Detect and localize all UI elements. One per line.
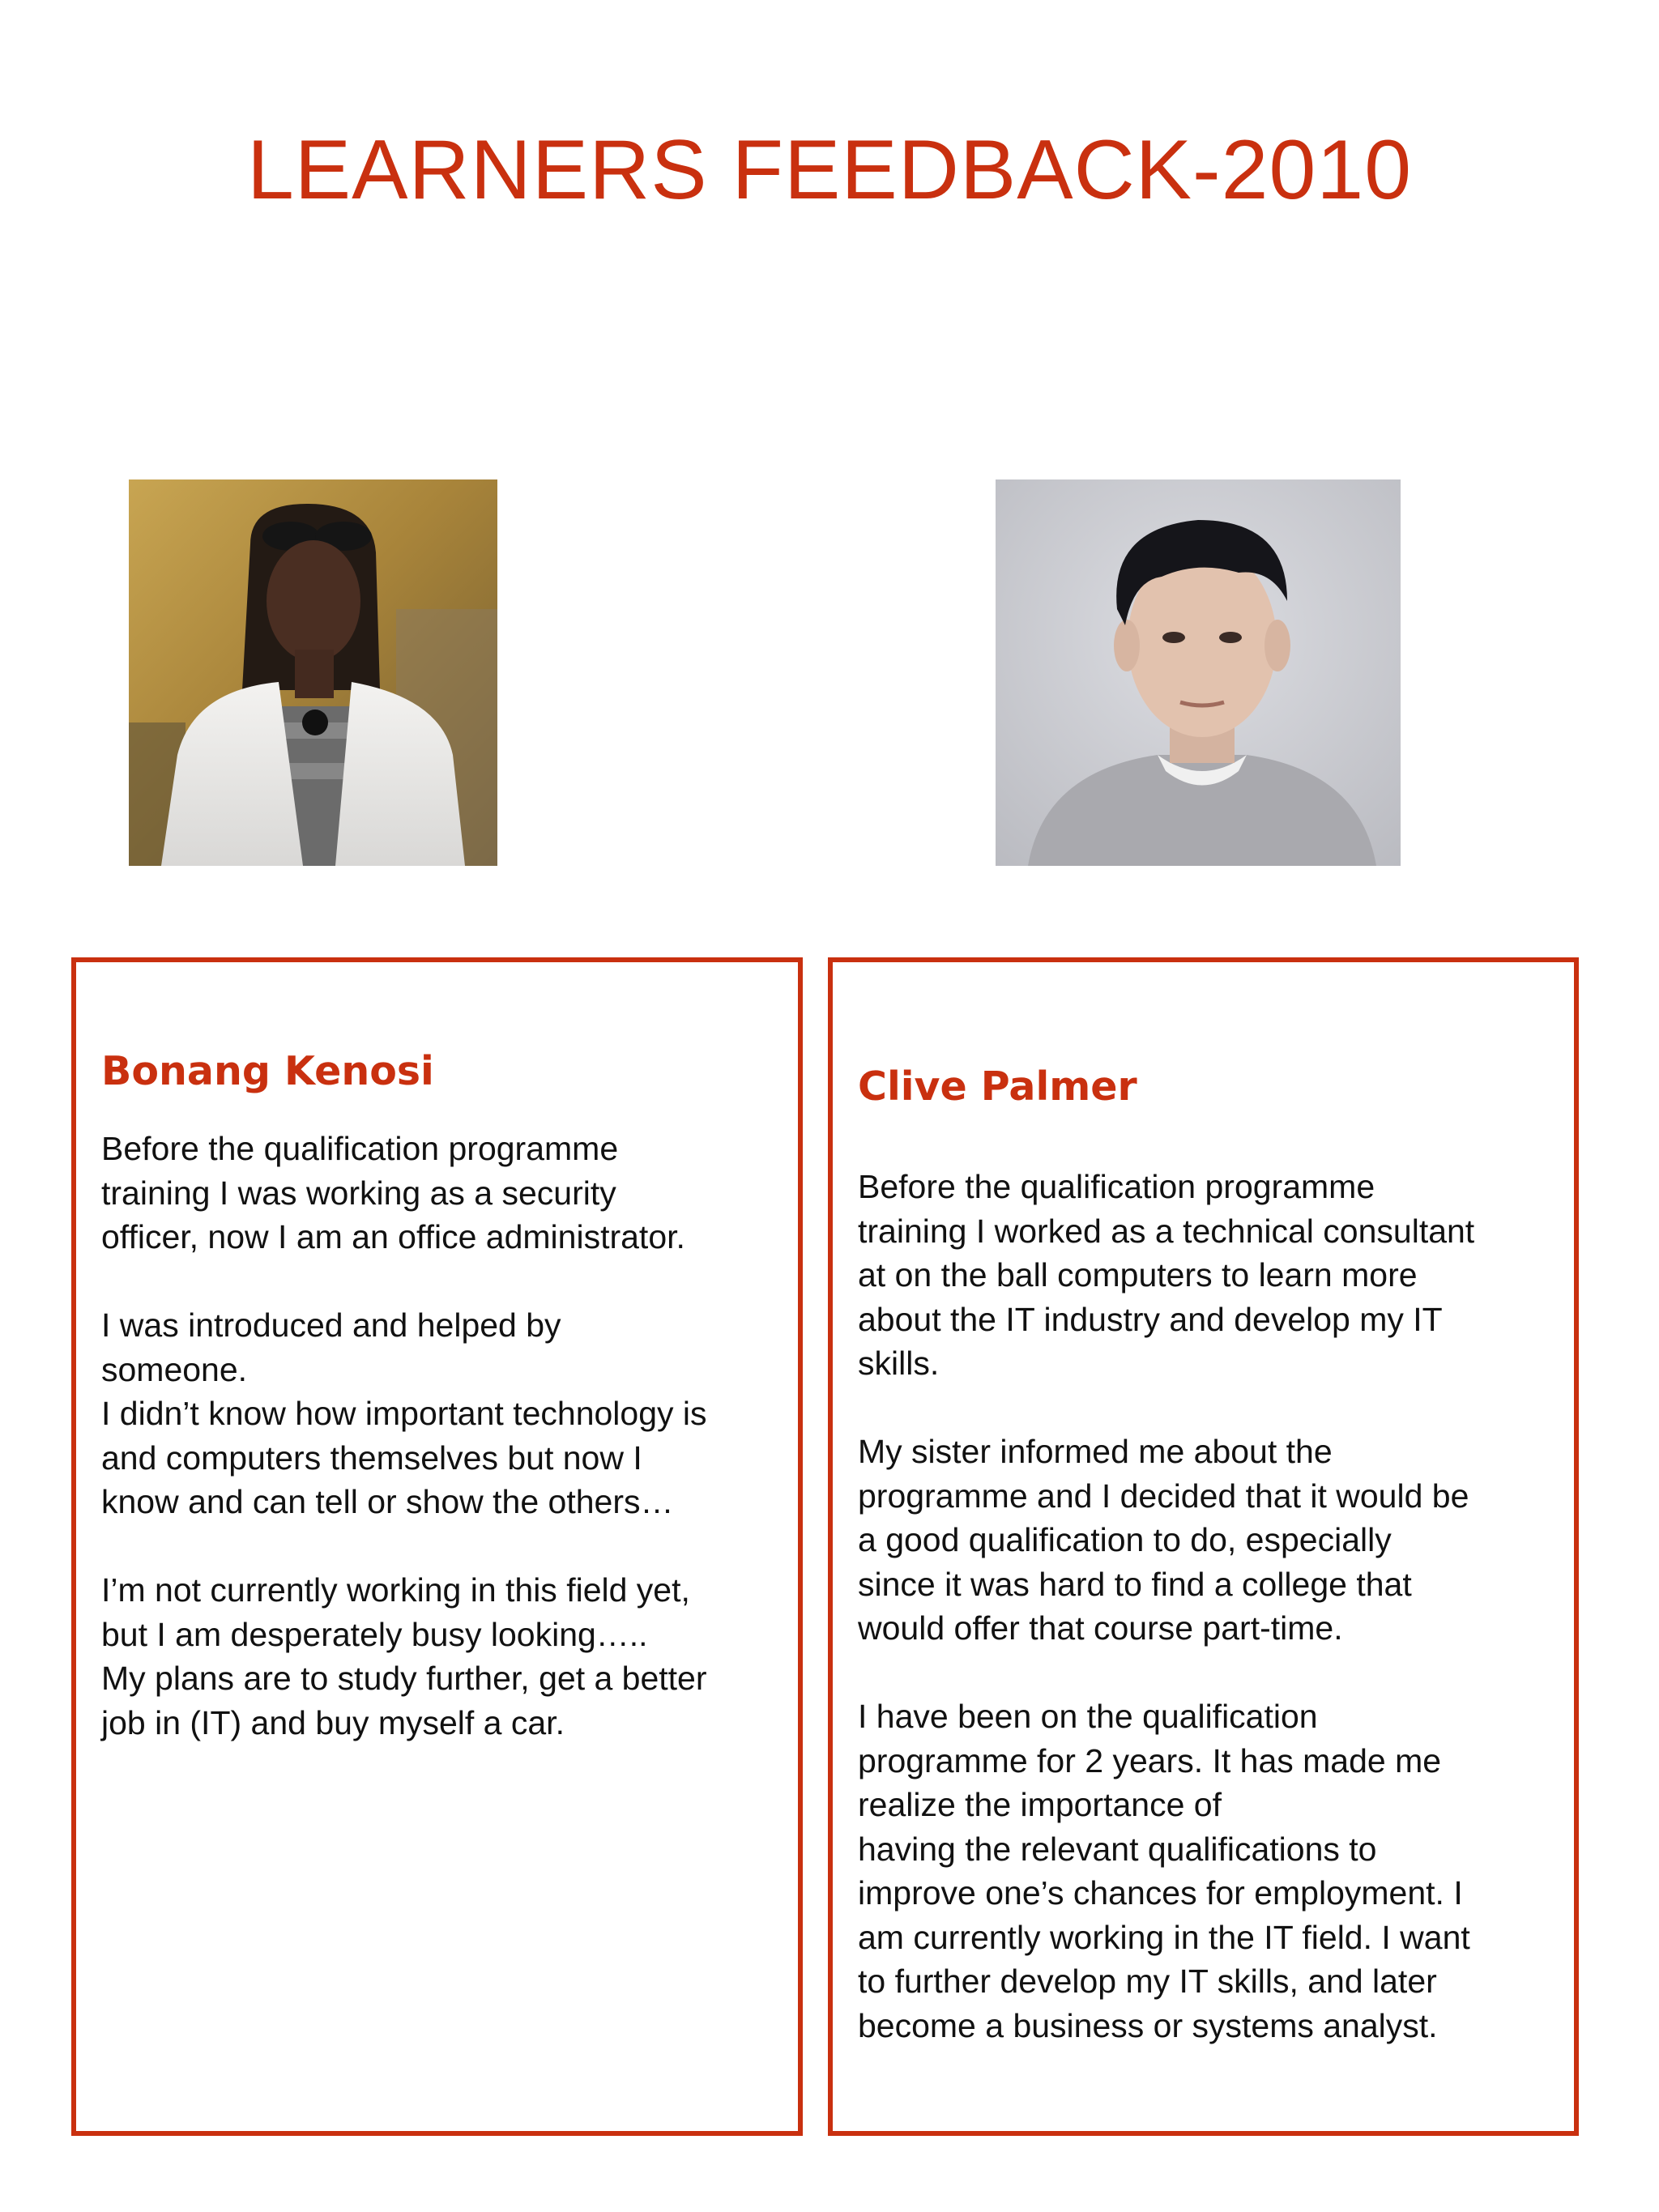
learner-feedback <box>101 1127 785 1745</box>
feedback-paragraph: I’m not currently working in this field yet, but I am desperately busy looking….. My plans are to study further, get a better job in (IT) and buy myself a car. <box>101 1571 707 1741</box>
learner-feedback <box>858 1165 1561 2048</box>
learner-card-clive <box>828 957 1579 2136</box>
learner-photo-bonang <box>129 479 497 866</box>
learner-card-bonang <box>71 957 803 2136</box>
feedback-paragraph: My sister informed me about the programme and I decided that it would be a good qualification to do, especially since it was hard to find a college that would offer that course part-time. <box>858 1433 1469 1647</box>
learner-photo-clive <box>996 479 1401 866</box>
learner-name: Clive Palmer <box>858 1063 1137 1110</box>
page-title: LEARNERS FEEDBACK-2010 <box>246 123 1413 217</box>
feedback-paragraph: I have been on the qualification programme for 2 years. It has made me realize the importance of having the relevant qualifications to improve one’s chances for employment. I am currently working in the IT field. I want to further develop my IT skills, and later become a business or systems analyst. <box>858 1698 1470 2044</box>
feedback-paragraph: Before the qualification programme training I was working as a security officer, now I am an office administrator. <box>101 1130 685 1255</box>
feedback-paragraph: Before the qualification programme training I worked as a technical consultant at on the ball computers to learn more about the IT industry and develop my IT skills. <box>858 1168 1475 1382</box>
feedback-paragraph: I was introduced and helped by someone. I didn’t know how important technology is and computers themselves but now I know and can tell or show the others… <box>101 1306 707 1520</box>
learner-name: Bonang Kenosi <box>101 1048 434 1094</box>
